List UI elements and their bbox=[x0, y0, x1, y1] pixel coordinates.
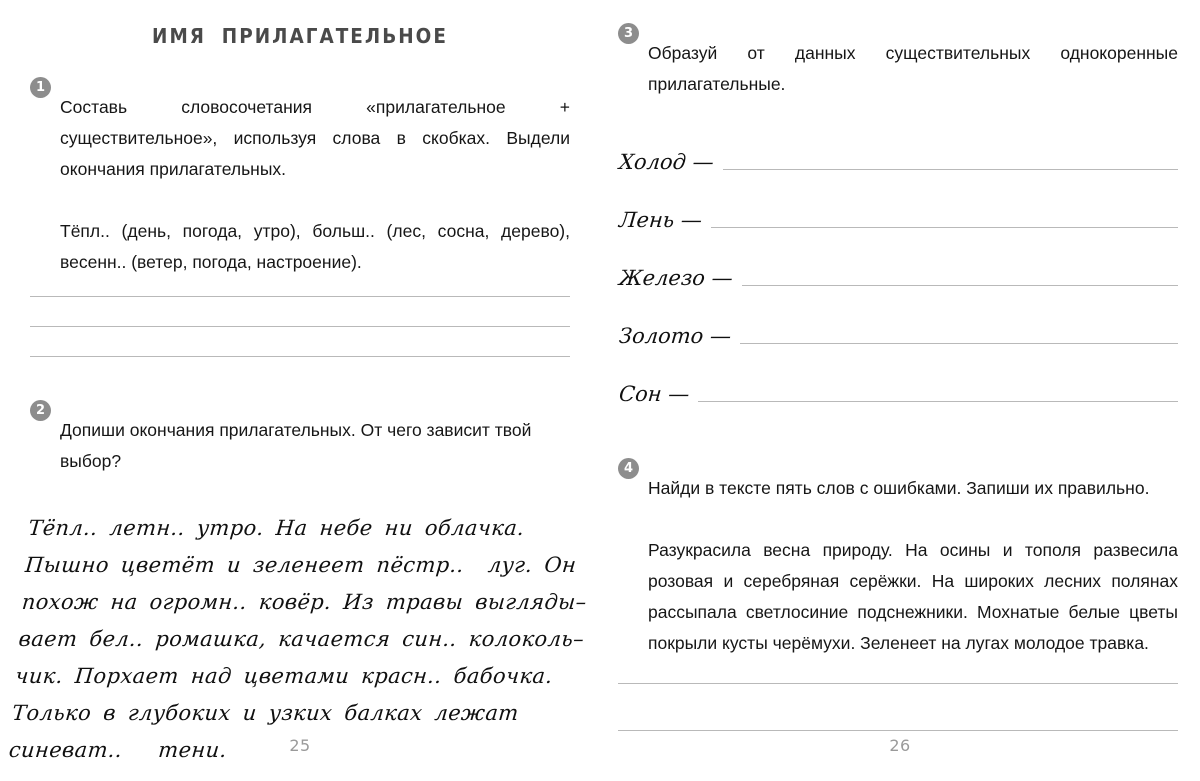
exercise-1-answer-lines[interactable] bbox=[30, 296, 570, 357]
handwriting-line: синеват.. тени. bbox=[7, 738, 228, 762]
page-number-left: 25 bbox=[289, 736, 311, 755]
exercise-2-handwriting-text bbox=[7, 510, 588, 769]
exercise-2-heading bbox=[30, 397, 570, 494]
answer-line[interactable] bbox=[30, 326, 570, 327]
handwriting-line: Пышно цветёт и зеленеет пёстр.. луг. Он bbox=[24, 553, 578, 577]
word-row[interactable] bbox=[618, 137, 1178, 175]
exercise-number-badge: 1 bbox=[30, 77, 51, 98]
word-row[interactable] bbox=[618, 311, 1178, 349]
answer-line[interactable] bbox=[30, 296, 570, 297]
exercise-number-badge: 3 bbox=[618, 23, 639, 44]
exercise-4-answer-lines[interactable] bbox=[618, 683, 1178, 731]
answer-line[interactable] bbox=[30, 356, 570, 357]
exercise-1-heading bbox=[30, 74, 570, 202]
handwriting-line: похож на огромн.. ковёр. Из травы выгляды– bbox=[20, 590, 588, 614]
exercise-4-body: Разукрасила весна природу. На осины и тополя развесила розовая и серебряная серёжки. На широких лесних полянах рассыпала светлосиние подснежники. Мохнатые белые цветы покрыли кусты черёмухи. Зеленеет на лугах молодое травка. bbox=[648, 540, 1178, 653]
word-term: Железо — bbox=[618, 266, 734, 290]
answer-line[interactable] bbox=[698, 401, 1178, 402]
answer-line[interactable] bbox=[711, 227, 1178, 228]
right-page bbox=[600, 0, 1200, 781]
answer-line[interactable] bbox=[742, 285, 1178, 286]
exercise-4-prompt: Найди в тексте пять слов с ошибками. Запиши их правильно. bbox=[648, 477, 1150, 498]
exercise-number-badge: 4 bbox=[618, 458, 639, 479]
answer-line[interactable] bbox=[618, 683, 1178, 684]
page-number-right: 26 bbox=[889, 736, 911, 755]
exercise-1-body: Тёпл.. (день, погода, утро), больш.. (лес, сосна, дерево), весенн.. (ветер, погода, настроение). bbox=[60, 221, 570, 272]
exercise-4-heading bbox=[618, 455, 1178, 521]
exercise-3 bbox=[618, 20, 1178, 407]
word-term: Золото — bbox=[618, 324, 733, 348]
exercise-4 bbox=[618, 455, 1178, 731]
exercise-2-prompt: Допиши окончания прилагательных. От чего зависит твой выбор? bbox=[60, 419, 532, 471]
word-term: Сон — bbox=[618, 382, 691, 406]
word-term: Лень — bbox=[618, 208, 704, 232]
handwriting-line: вает бел.. ромашка, качается син.. колоколь– bbox=[17, 627, 586, 651]
page-title: ИМЯ ПРИЛАГАТЕЛЬНОЕ bbox=[152, 24, 448, 48]
handwriting-line: Тёпл.. летн.. утро. На небе ни облачка. bbox=[27, 516, 526, 540]
exercise-3-heading bbox=[618, 20, 1178, 117]
handwriting-line: чик. Порхает над цветами красн.. бабочка. bbox=[14, 664, 554, 688]
word-term: Холод — bbox=[618, 150, 715, 174]
answer-line[interactable] bbox=[723, 169, 1178, 170]
exercise-number-badge: 2 bbox=[30, 400, 51, 421]
word-row[interactable] bbox=[618, 195, 1178, 233]
answer-line[interactable] bbox=[740, 343, 1178, 344]
exercise-1 bbox=[30, 74, 570, 357]
exercise-1-prompt: Составь словосочетания «прилагательное + существительное», используя слова в скобках. Выдели окончания прилагательных. bbox=[60, 96, 570, 179]
exercise-3-word-list bbox=[618, 137, 1178, 407]
exercise-2 bbox=[7, 397, 588, 769]
word-row[interactable] bbox=[618, 369, 1178, 407]
exercise-3-prompt: Образуй от данных существительных однокоренные прилагательные. bbox=[648, 42, 1178, 94]
handwriting-line: Только в глубоких и узких балках лежат bbox=[11, 701, 520, 725]
answer-line[interactable] bbox=[618, 730, 1178, 731]
word-row[interactable] bbox=[618, 253, 1178, 291]
